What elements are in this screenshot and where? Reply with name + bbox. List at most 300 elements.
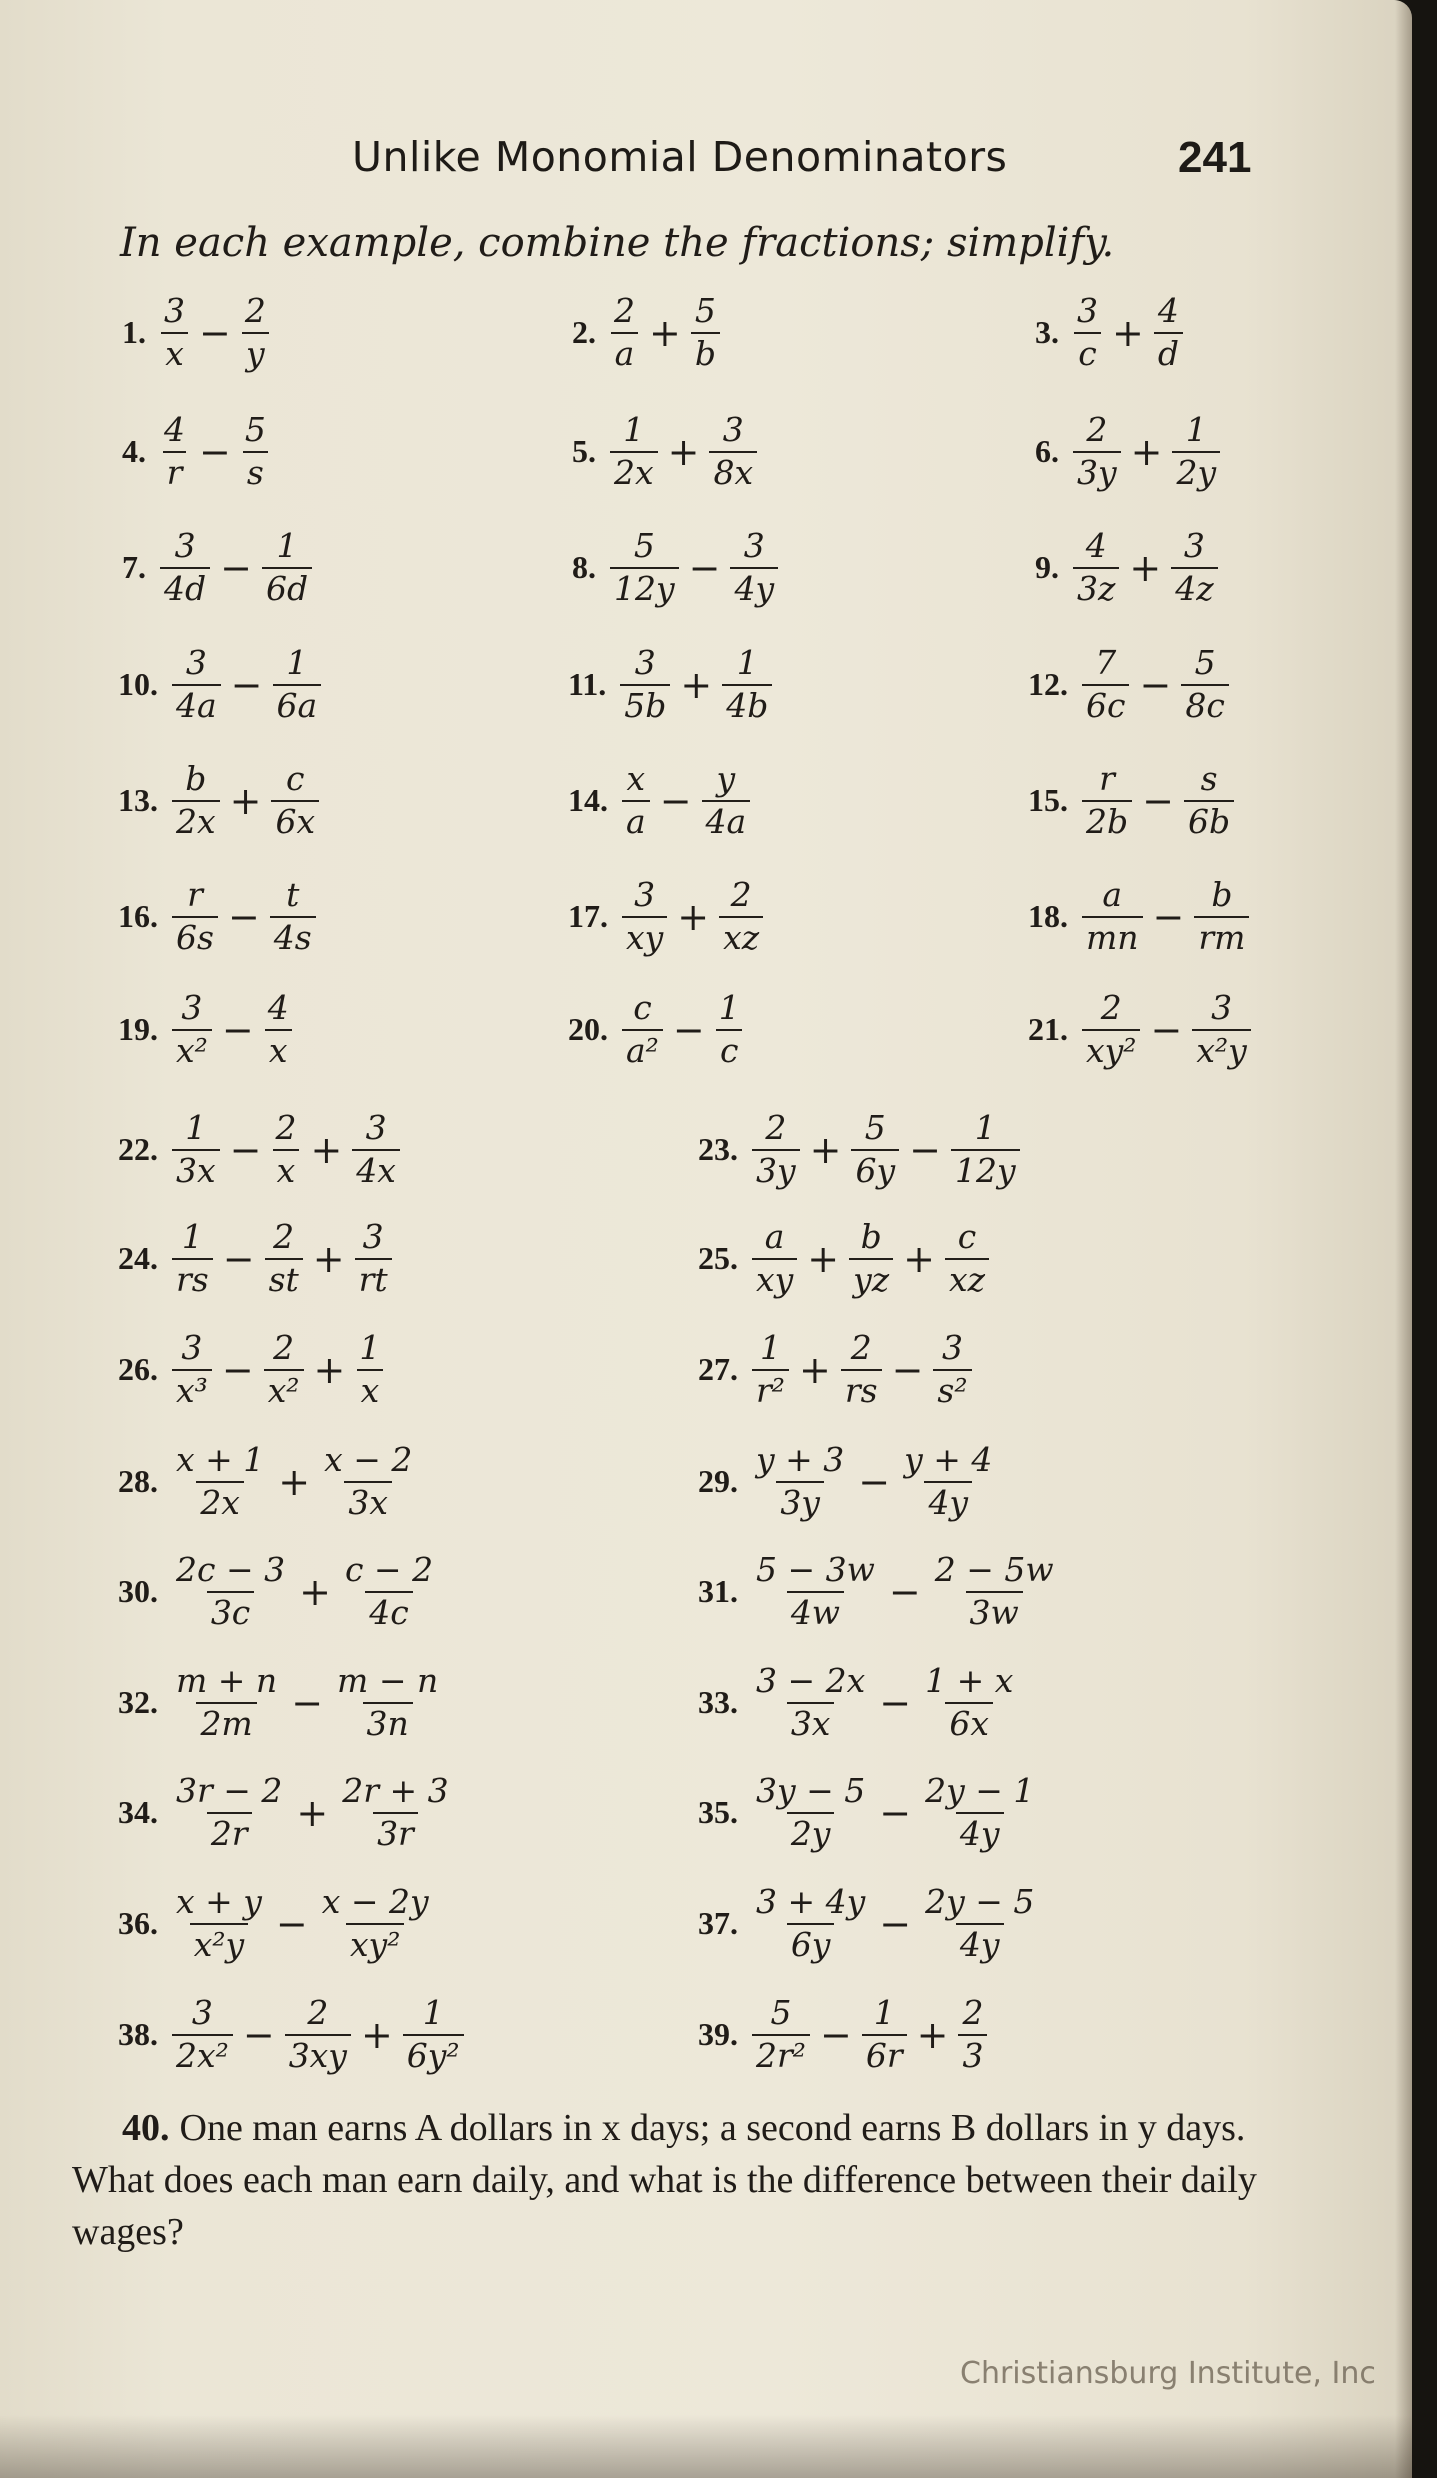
- operator: −: [909, 1127, 941, 1172]
- denominator: mn: [1082, 916, 1143, 957]
- fraction: [264, 990, 293, 1070]
- fraction: [1073, 293, 1102, 373]
- operator: −: [1139, 662, 1172, 707]
- denominator: 2x²: [172, 2034, 233, 2075]
- fraction: [265, 1219, 303, 1299]
- fraction: [271, 761, 319, 841]
- problem-number: 38.: [118, 2016, 158, 2053]
- fraction: [620, 645, 670, 725]
- numerator: 5: [864, 1108, 886, 1147]
- problem-number: 25.: [698, 1240, 738, 1277]
- numerator: 1: [623, 410, 645, 449]
- numerator: c: [286, 759, 305, 798]
- denominator: x²y: [1192, 1029, 1250, 1070]
- operator: −: [275, 1901, 308, 1946]
- problem-6: [1035, 412, 1224, 492]
- numerator: 2: [614, 291, 635, 330]
- fraction: [1192, 990, 1250, 1070]
- operator: −: [230, 662, 263, 707]
- numerator: 1: [276, 526, 298, 565]
- problem-number: 15.: [1028, 782, 1068, 819]
- fraction: [900, 1442, 996, 1522]
- operator: −: [291, 1680, 324, 1725]
- problem-22: [118, 1110, 404, 1190]
- denominator: xz: [719, 916, 763, 957]
- operator: −: [1150, 1007, 1183, 1052]
- denominator: 4x: [352, 1149, 400, 1190]
- denominator: xy: [752, 1258, 797, 1299]
- operator: −: [221, 1347, 254, 1392]
- fraction: [160, 412, 189, 492]
- fraction: [722, 645, 772, 725]
- operator: +: [916, 2012, 949, 2057]
- fraction: [1194, 877, 1249, 957]
- fraction: [241, 293, 270, 373]
- problem-24: [118, 1219, 396, 1299]
- numerator: 3 − 2x: [756, 1661, 866, 1700]
- denominator: 6s: [172, 916, 218, 957]
- problem-number: 32.: [118, 1684, 158, 1721]
- problem-10: [118, 645, 325, 725]
- denominator: d: [1154, 332, 1183, 373]
- operator: −: [879, 1901, 912, 1946]
- denominator: 4a: [702, 800, 751, 841]
- numerator: x − 2y: [321, 1882, 429, 1921]
- fraction: [862, 1995, 907, 2075]
- problem-number: 3.: [1035, 314, 1059, 351]
- operator: +: [807, 1236, 840, 1281]
- denominator: 2m: [196, 1702, 256, 1743]
- denominator: 2b: [1082, 800, 1132, 841]
- fraction: [172, 877, 218, 957]
- fraction: [752, 1552, 879, 1632]
- problem-20: [568, 990, 748, 1070]
- denominator: 4s: [270, 916, 316, 957]
- numerator: x: [626, 759, 646, 798]
- fraction: [172, 1442, 268, 1522]
- numerator: 2y − 5: [925, 1882, 1035, 1921]
- problem-29: [698, 1442, 1000, 1522]
- problem-number: 21.: [1028, 1011, 1068, 1048]
- denominator: x³: [172, 1369, 212, 1410]
- numerator: 5 − 3w: [756, 1550, 875, 1589]
- operator: +: [310, 1127, 343, 1172]
- numerator: y + 4: [904, 1440, 993, 1479]
- operator: +: [278, 1459, 311, 1504]
- fraction: [172, 1330, 212, 1410]
- denominator: rt: [355, 1258, 392, 1299]
- denominator: 6y: [851, 1149, 899, 1190]
- fraction: [752, 1884, 869, 1964]
- numerator: y: [716, 759, 736, 798]
- denominator: 3y: [1073, 451, 1121, 492]
- fraction: [921, 1663, 1017, 1743]
- fraction: [1082, 645, 1129, 725]
- watermark: Christiansburg Institute, Inc: [960, 2356, 1376, 2391]
- numerator: 4: [164, 410, 185, 449]
- fraction: [945, 1219, 989, 1299]
- numerator: 2c − 3: [176, 1550, 286, 1589]
- numerator: b: [860, 1217, 882, 1256]
- numerator: 1: [736, 643, 758, 682]
- denominator: 6x: [271, 800, 319, 841]
- denominator: 3n: [363, 1702, 413, 1743]
- problem-39: [698, 1995, 991, 2075]
- numerator: c − 2: [344, 1550, 434, 1589]
- numerator: 3: [942, 1328, 963, 1367]
- denominator: 4d: [160, 567, 210, 608]
- problem-30: [118, 1552, 441, 1632]
- numerator: 3: [743, 526, 765, 565]
- fraction: [933, 1330, 971, 1410]
- denominator: 3y: [752, 1149, 800, 1190]
- numerator: 4: [267, 988, 289, 1027]
- numerator: 3: [1077, 291, 1098, 330]
- problem-number: 5.: [572, 433, 596, 470]
- operator: −: [221, 1007, 254, 1052]
- numerator: 4: [1157, 291, 1179, 330]
- problem-number: 27.: [698, 1351, 738, 1388]
- problem-number: 35.: [698, 1794, 738, 1831]
- problem-number: 28.: [118, 1463, 158, 1500]
- problem-34: [118, 1773, 457, 1853]
- numerator: c: [957, 1217, 977, 1256]
- operator: +: [680, 662, 713, 707]
- fraction: [1082, 761, 1132, 841]
- fraction: [172, 1884, 266, 1964]
- numerator: 1 + x: [925, 1661, 1014, 1700]
- operator: −: [879, 1790, 912, 1835]
- fraction: [352, 1110, 400, 1190]
- fraction: [752, 1110, 800, 1190]
- numerator: 5: [694, 291, 716, 330]
- numerator: y + 3: [756, 1440, 845, 1479]
- problem-23: [698, 1110, 1024, 1190]
- problem-number: 2.: [572, 314, 596, 351]
- fraction: [715, 990, 744, 1070]
- operator: −: [199, 310, 231, 355]
- denominator: xy: [622, 916, 667, 957]
- fraction: [262, 528, 312, 608]
- denominator: 8x: [709, 451, 757, 492]
- numerator: 1: [185, 1108, 207, 1147]
- operator: +: [667, 429, 700, 474]
- numerator: 3 + 4y: [756, 1882, 866, 1921]
- operator: −: [888, 1569, 921, 1614]
- denominator: 3y: [776, 1481, 824, 1522]
- denominator: b: [691, 332, 720, 373]
- fraction: [264, 1330, 304, 1410]
- problem-number: 6.: [1035, 433, 1059, 470]
- fraction: [338, 1773, 452, 1853]
- fraction: [355, 1330, 384, 1410]
- operator: −: [820, 2012, 852, 2057]
- denominator: 6c: [1082, 684, 1129, 725]
- fraction: [172, 1110, 220, 1190]
- numerator: 2: [1100, 988, 1122, 1027]
- fraction: [172, 1552, 289, 1632]
- problem-3: [1035, 293, 1187, 373]
- numerator: 3: [362, 1217, 384, 1256]
- page-edge-shadow: [1395, 0, 1412, 2478]
- numerator: 2: [244, 291, 266, 330]
- fraction: [841, 1330, 882, 1410]
- denominator: 6b: [1184, 800, 1234, 841]
- denominator: c: [1074, 332, 1100, 373]
- problem-number: 36.: [118, 1905, 158, 1942]
- operator: +: [1130, 429, 1163, 474]
- denominator: 6y: [787, 1923, 835, 1964]
- fraction: [271, 1110, 300, 1190]
- fraction: [851, 1110, 899, 1190]
- problem-32: [118, 1663, 446, 1743]
- numerator: b: [1211, 875, 1233, 914]
- fraction: [951, 1110, 1020, 1190]
- problem-number: 34.: [118, 1794, 158, 1831]
- numerator: 2r + 3: [342, 1771, 449, 1810]
- denominator: 4w: [787, 1591, 844, 1632]
- fraction: [333, 1663, 442, 1743]
- denominator: a: [611, 332, 639, 373]
- numerator: t: [286, 875, 300, 914]
- denominator: 6a: [273, 684, 322, 725]
- denominator: 6y²: [403, 2034, 464, 2075]
- problem-number: 18.: [1028, 898, 1068, 935]
- fraction: [172, 645, 221, 725]
- denominator: 2r²: [752, 2034, 810, 2075]
- operator: −: [199, 429, 231, 474]
- fraction: [1184, 761, 1234, 841]
- numerator: x − 2: [324, 1440, 413, 1479]
- numerator: 3: [634, 875, 656, 914]
- fraction: [921, 1773, 1038, 1853]
- denominator: 4b: [722, 684, 772, 725]
- denominator: 4z: [1171, 567, 1217, 608]
- denominator: yz: [849, 1258, 893, 1299]
- problem-number: 13.: [118, 782, 158, 819]
- problem-number: 16.: [118, 898, 158, 935]
- problem-13: [118, 761, 323, 841]
- denominator: 3w: [966, 1591, 1023, 1632]
- problem-17: [568, 877, 767, 957]
- fraction: [1082, 990, 1140, 1070]
- fraction: [172, 990, 212, 1070]
- word-problem-text: One man earns A dollars in x days; a second earns B dollars in y days. What does each man earn daily, and what is the difference between their daily wages?: [72, 2107, 1257, 2253]
- problem-2: [572, 293, 724, 373]
- numerator: 3: [191, 1993, 213, 2032]
- denominator: r: [163, 451, 187, 492]
- problem-19: [118, 990, 297, 1070]
- numerator: x + 1: [176, 1440, 265, 1479]
- numerator: 5: [244, 410, 266, 449]
- operator: −: [659, 778, 692, 823]
- denominator: 5b: [620, 684, 670, 725]
- denominator: 4y: [730, 567, 778, 608]
- numerator: 3: [1211, 988, 1233, 1027]
- denominator: xy²: [1082, 1029, 1140, 1070]
- operator: −: [688, 545, 721, 590]
- operator: +: [360, 2012, 393, 2057]
- fraction: [709, 412, 757, 492]
- numerator: a: [1102, 875, 1123, 914]
- problem-18: [1028, 877, 1253, 957]
- fraction: [1172, 412, 1220, 492]
- operator: −: [672, 1007, 705, 1052]
- numerator: 3: [181, 1328, 203, 1367]
- problem-number: 7.: [122, 549, 146, 586]
- fraction: [160, 293, 189, 373]
- denominator: 3x: [172, 1149, 220, 1190]
- denominator: x²: [172, 1029, 212, 1070]
- problem-number: 33.: [698, 1684, 738, 1721]
- problem-number: 23.: [698, 1131, 738, 1168]
- numerator: 3y − 5: [756, 1771, 866, 1810]
- problem-26: [118, 1330, 388, 1410]
- numerator: x + y: [176, 1882, 262, 1921]
- denominator: 3c: [207, 1591, 254, 1632]
- operator: +: [229, 778, 262, 823]
- denominator: 3xy: [285, 2034, 351, 2075]
- denominator: 4c: [365, 1591, 412, 1632]
- operator: +: [299, 1569, 331, 1614]
- page-bottom-shadow: [0, 2415, 1412, 2478]
- problem-number: 24.: [118, 1240, 158, 1277]
- fraction: [849, 1219, 893, 1299]
- denominator: rm: [1194, 916, 1249, 957]
- numerator: s: [1200, 759, 1218, 798]
- numerator: 2: [850, 1328, 872, 1367]
- denominator: x: [357, 1369, 384, 1410]
- numerator: c: [633, 988, 652, 1027]
- fraction: [610, 412, 658, 492]
- denominator: r²: [752, 1369, 789, 1410]
- operator: +: [903, 1236, 935, 1281]
- fraction: [160, 528, 210, 608]
- numerator: 1: [1185, 410, 1207, 449]
- numerator: 2: [275, 1108, 297, 1147]
- operator: −: [879, 1680, 912, 1725]
- numerator: 2: [1086, 410, 1108, 449]
- fraction: [172, 1663, 281, 1743]
- page-number: 241: [1178, 133, 1252, 182]
- fraction: [320, 1442, 416, 1522]
- denominator: 4a: [172, 684, 221, 725]
- fraction: [622, 877, 667, 957]
- numerator: 3: [722, 410, 744, 449]
- numerator: 1: [286, 643, 308, 682]
- operator: −: [229, 1127, 262, 1172]
- denominator: y: [242, 332, 269, 373]
- numerator: b: [185, 759, 207, 798]
- numerator: 7: [1095, 643, 1117, 682]
- problem-number: 20.: [568, 1011, 608, 1048]
- operator: −: [242, 2012, 275, 2057]
- numerator: 5: [770, 1993, 792, 2032]
- numerator: r: [187, 875, 203, 914]
- problem-37: [698, 1884, 1042, 1964]
- numerator: 3: [365, 1108, 387, 1147]
- numerator: m − n: [337, 1661, 439, 1700]
- fraction: [273, 645, 322, 725]
- problem-35: [698, 1773, 1042, 1853]
- problem-25: [698, 1219, 993, 1299]
- denominator: 2y: [787, 1812, 835, 1853]
- operator: −: [858, 1459, 891, 1504]
- problem-14: [568, 761, 754, 841]
- fraction: [1073, 412, 1121, 492]
- problem-number: 29.: [698, 1463, 738, 1500]
- fraction: [1073, 528, 1119, 608]
- numerator: 2: [765, 1108, 787, 1147]
- operator: +: [649, 310, 681, 355]
- denominator: a: [622, 800, 650, 841]
- numerator: 1: [718, 988, 740, 1027]
- fraction: [958, 1995, 987, 2075]
- numerator: 5: [633, 526, 655, 565]
- problem-number: 17.: [568, 898, 608, 935]
- denominator: 12y: [610, 567, 679, 608]
- numerator: a: [764, 1217, 785, 1256]
- problem-number: 14.: [568, 782, 608, 819]
- operator: −: [891, 1347, 924, 1392]
- problem-number: 39.: [698, 2016, 738, 2053]
- fraction: [931, 1552, 1058, 1632]
- denominator: 2r: [207, 1812, 252, 1853]
- problem-28: [118, 1442, 420, 1522]
- fraction: [610, 293, 639, 373]
- numerator: 3: [185, 643, 207, 682]
- operator: +: [313, 1347, 346, 1392]
- fraction: [1154, 293, 1183, 373]
- fraction: [752, 1330, 789, 1410]
- numerator: 1: [974, 1108, 996, 1147]
- operator: +: [1112, 310, 1144, 355]
- fraction: [403, 1995, 464, 2075]
- numerator: 1: [181, 1217, 203, 1256]
- denominator: 12y: [951, 1149, 1020, 1190]
- fraction: [752, 1773, 869, 1853]
- denominator: 6d: [262, 567, 312, 608]
- problem-number: 26.: [118, 1351, 158, 1388]
- operator: +: [809, 1127, 842, 1172]
- problem-15: [1028, 761, 1238, 841]
- operator: −: [1152, 894, 1185, 939]
- instructions: In each example, combine the fractions; simplify.: [120, 220, 1115, 266]
- fraction: [318, 1884, 433, 1964]
- numerator: 1: [760, 1328, 781, 1367]
- problem-8: [572, 528, 782, 608]
- numerator: 2: [273, 1217, 295, 1256]
- problem-38: [118, 1995, 468, 2075]
- denominator: 3z: [1073, 567, 1119, 608]
- denominator: x: [265, 1029, 292, 1070]
- denominator: a²: [622, 1029, 663, 1070]
- numerator: 3: [634, 643, 656, 682]
- fraction: [610, 528, 679, 608]
- denominator: s²: [933, 1369, 971, 1410]
- numerator: 1: [422, 1993, 444, 2032]
- problem-number: 12.: [1028, 666, 1068, 703]
- denominator: rs: [172, 1258, 213, 1299]
- problem-number: 37.: [698, 1905, 738, 1942]
- operator: −: [220, 545, 252, 590]
- numerator: 2: [962, 1993, 984, 2032]
- fraction: [752, 1995, 810, 2075]
- problem-number: 4.: [122, 433, 146, 470]
- denominator: 6r: [862, 2034, 907, 2075]
- fraction: [622, 990, 663, 1070]
- denominator: 3r: [373, 1812, 418, 1853]
